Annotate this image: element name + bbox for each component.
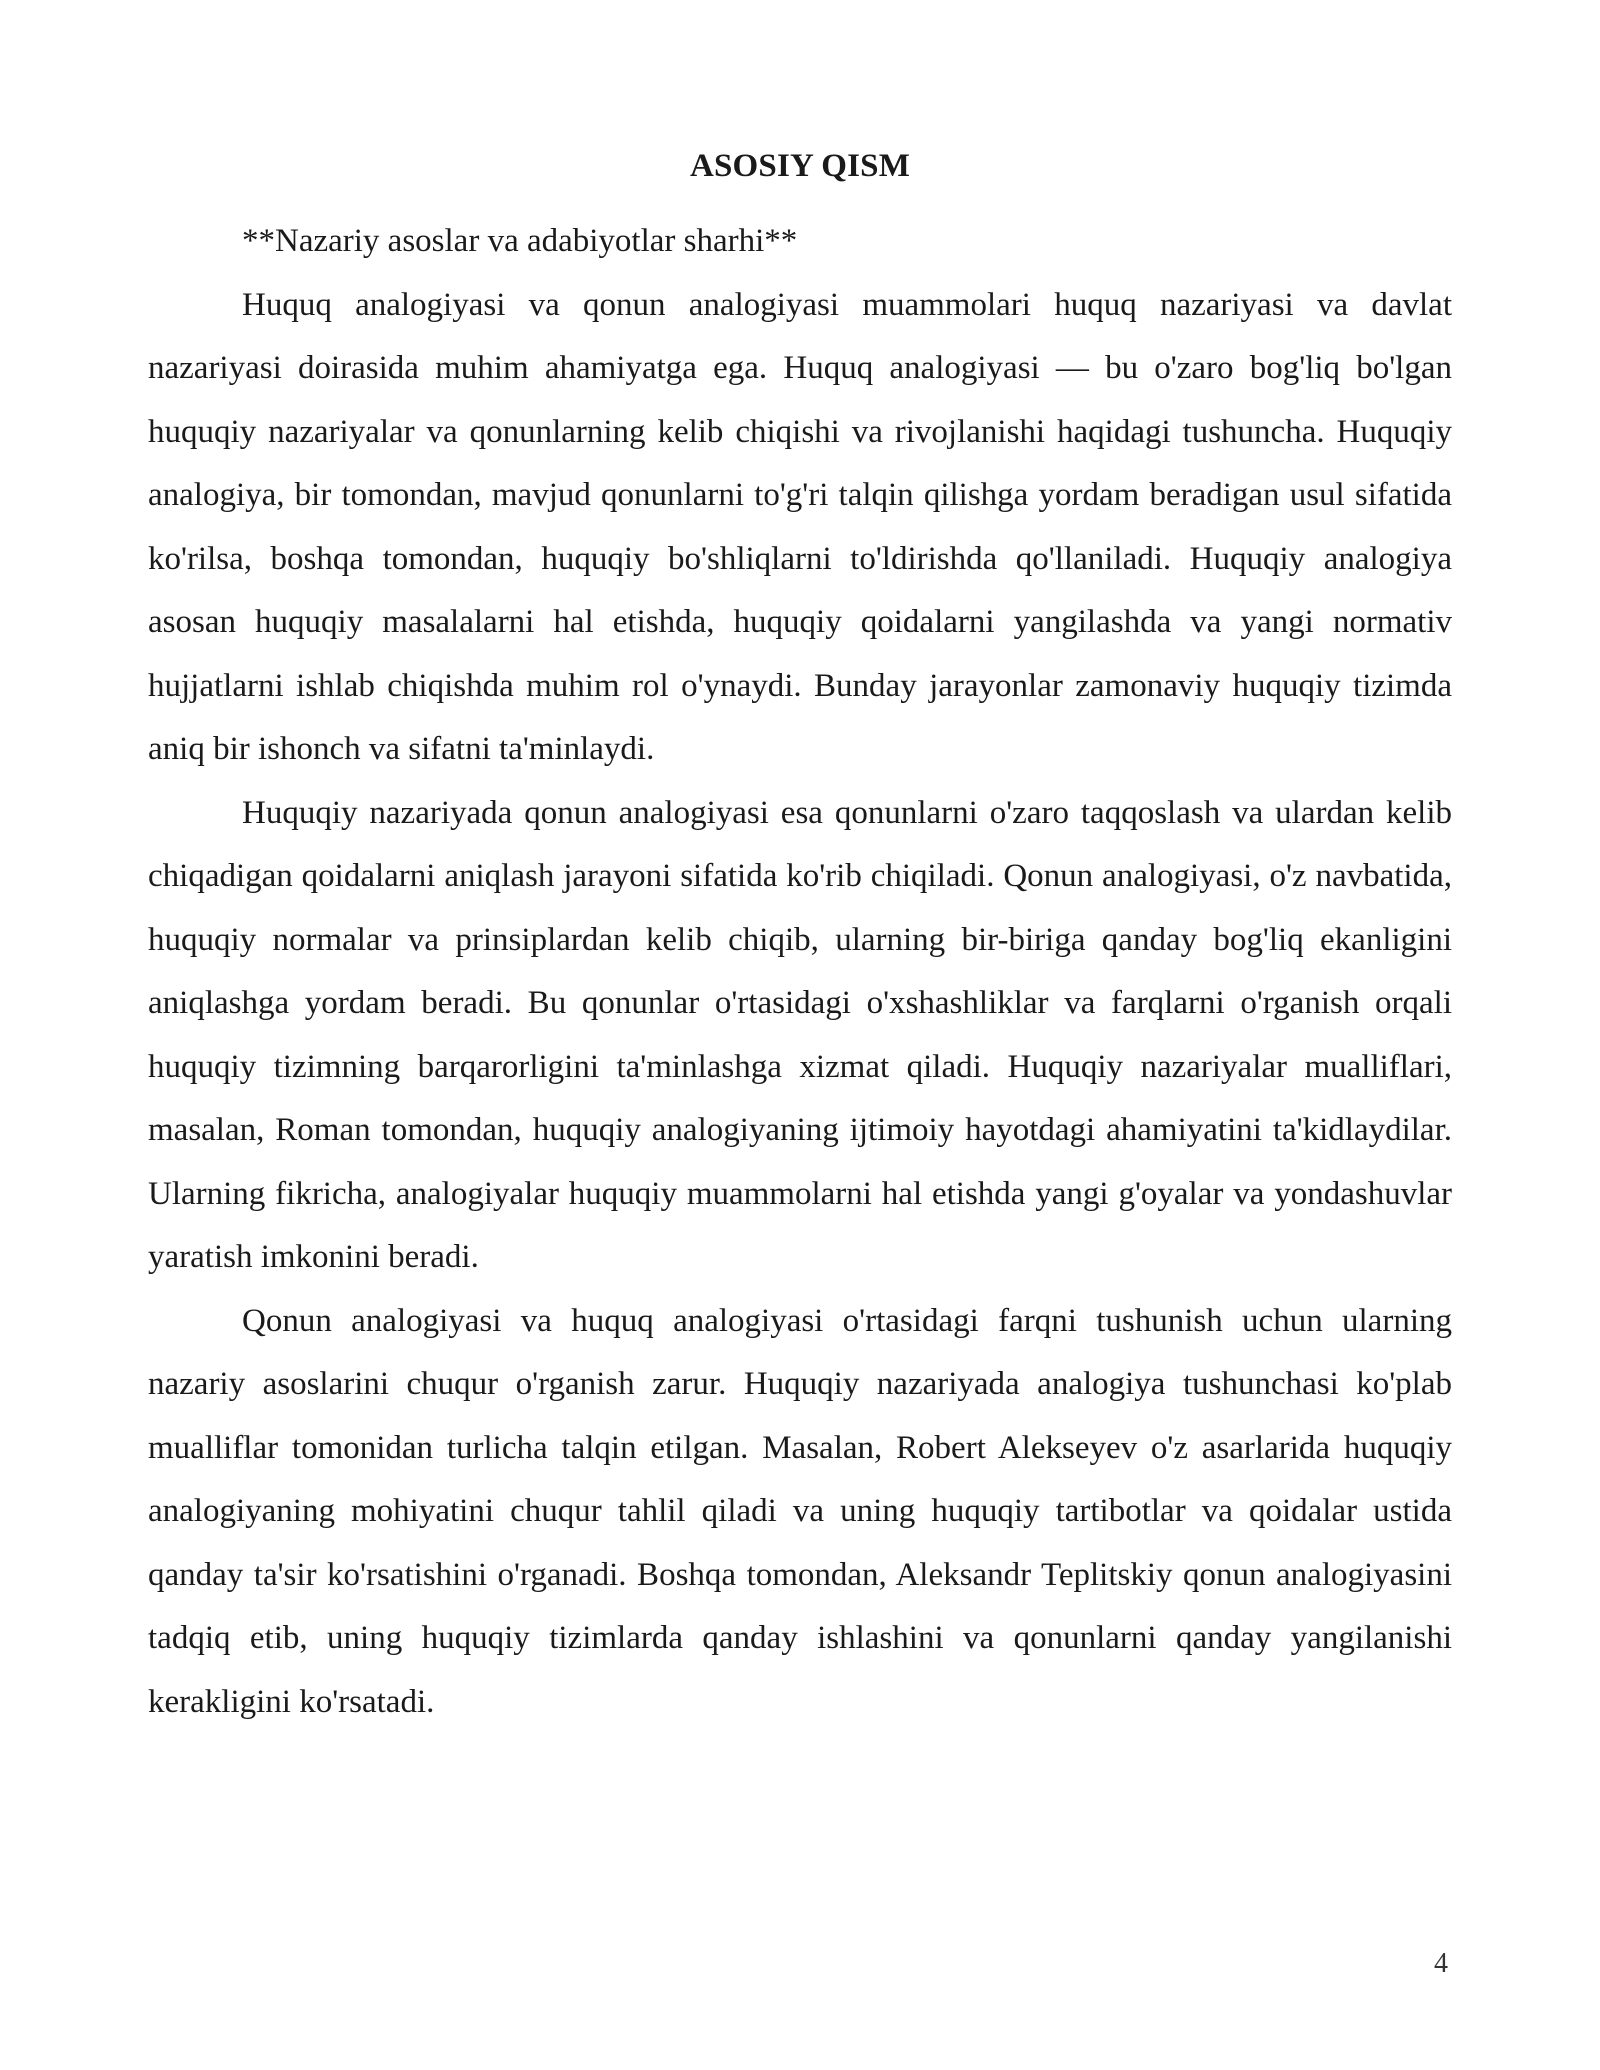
body-paragraph-2: Huquqiy nazariyada qonun analogiyasi esa qonunlarni o'zaro taqqoslash va ulardan kelib chiqadigan qoidalarni aniqlash jarayoni sifatida ko'rib chiqiladi. Qonun analogiyasi, o'z navbatida, huquqiy normalar va prinsiplardan kelib chiqib, ularning bir-biriga qanday bog'liq ekanligini aniqlashga yordam beradi. Bu qonunlar o'rtasidagi o'xshashliklar va farqlarni o'rganish orqali huquqiy tizimning barqarorligini ta'minlashga xizmat qiladi. Huquqiy nazariyalar mualliflari, masalan, Roman tomondan, huquqiy analogiyaning ijtimoiy hayotdagi ahamiyatini ta'kidlaydilar. Ularning fikricha, analogiyalar huquqiy muammolarni hal etishda yangi g'oyalar va yondashuvlar yaratish imkonini beradi.	[148, 794, 1452, 1275]
subsection-heading: **Nazariy asoslar va adabiyotlar sharhi**	[242, 223, 798, 259]
body-paragraph-1: Huquq analogiyasi va qonun analogiyasi muammolari huquq nazariyasi va davlat nazariyasi doirasida muhim ahamiyatga ega. Huquq analogiyasi — bu o'zaro bog'liq bo'lgan huquqiy nazariyalar va qonunlarning kelib chiqishi va rivojlanishi haqidagi tushuncha. Huquqiy analogiya, bir tomondan, mavjud qonunlarni to'g'ri talqin qilishga yordam beradigan usul sifatida ko'rilsa, boshqa tomondan, huquqiy bo'shliqlarni to'ldirishda qo'llaniladi. Huquqiy analogiya asosan huquqiy masalalarni hal etishda, huquqiy qoidalarni yangilashda va yangi normativ hujjatlarni ishlab chiqishda muhim rol o'ynaydi. Bunday jarayonlar zamonaviy huquqiy tizimda aniq bir ishonch va sifatni ta'minlaydi.	[148, 286, 1452, 767]
page-number: 4	[1434, 1948, 1448, 1979]
document-page	[148, 146, 1452, 1734]
body-paragraph-3: Qonun analogiyasi va huquq analogiyasi o'rtasidagi farqni tushunish uchun ularning nazariy asoslarini chuqur o'rganish zarur. Huquqiy nazariyada analogiya tushunchasi ko'plab mualliflar tomonidan turlicha talqin etilgan. Masalan, Robert Alekseyev o'z asarlarida huquqiy analogiyaning mohiyatini chuqur tahlil qiladi va uning huquqiy tartibotlar va qoidalar ustida qanday ta'sir ko'rsatishini o'rganadi. Boshqa tomondan, Aleksandr Teplitskiy qonun analogiyasini tadqiq etib, uning huquqiy tizimlarda qanday ishlashini va qonunlarni qanday yangilanishi kerakligini ko'rsatadi.	[148, 1302, 1452, 1720]
section-heading: ASOSIY QISM	[689, 148, 911, 184]
